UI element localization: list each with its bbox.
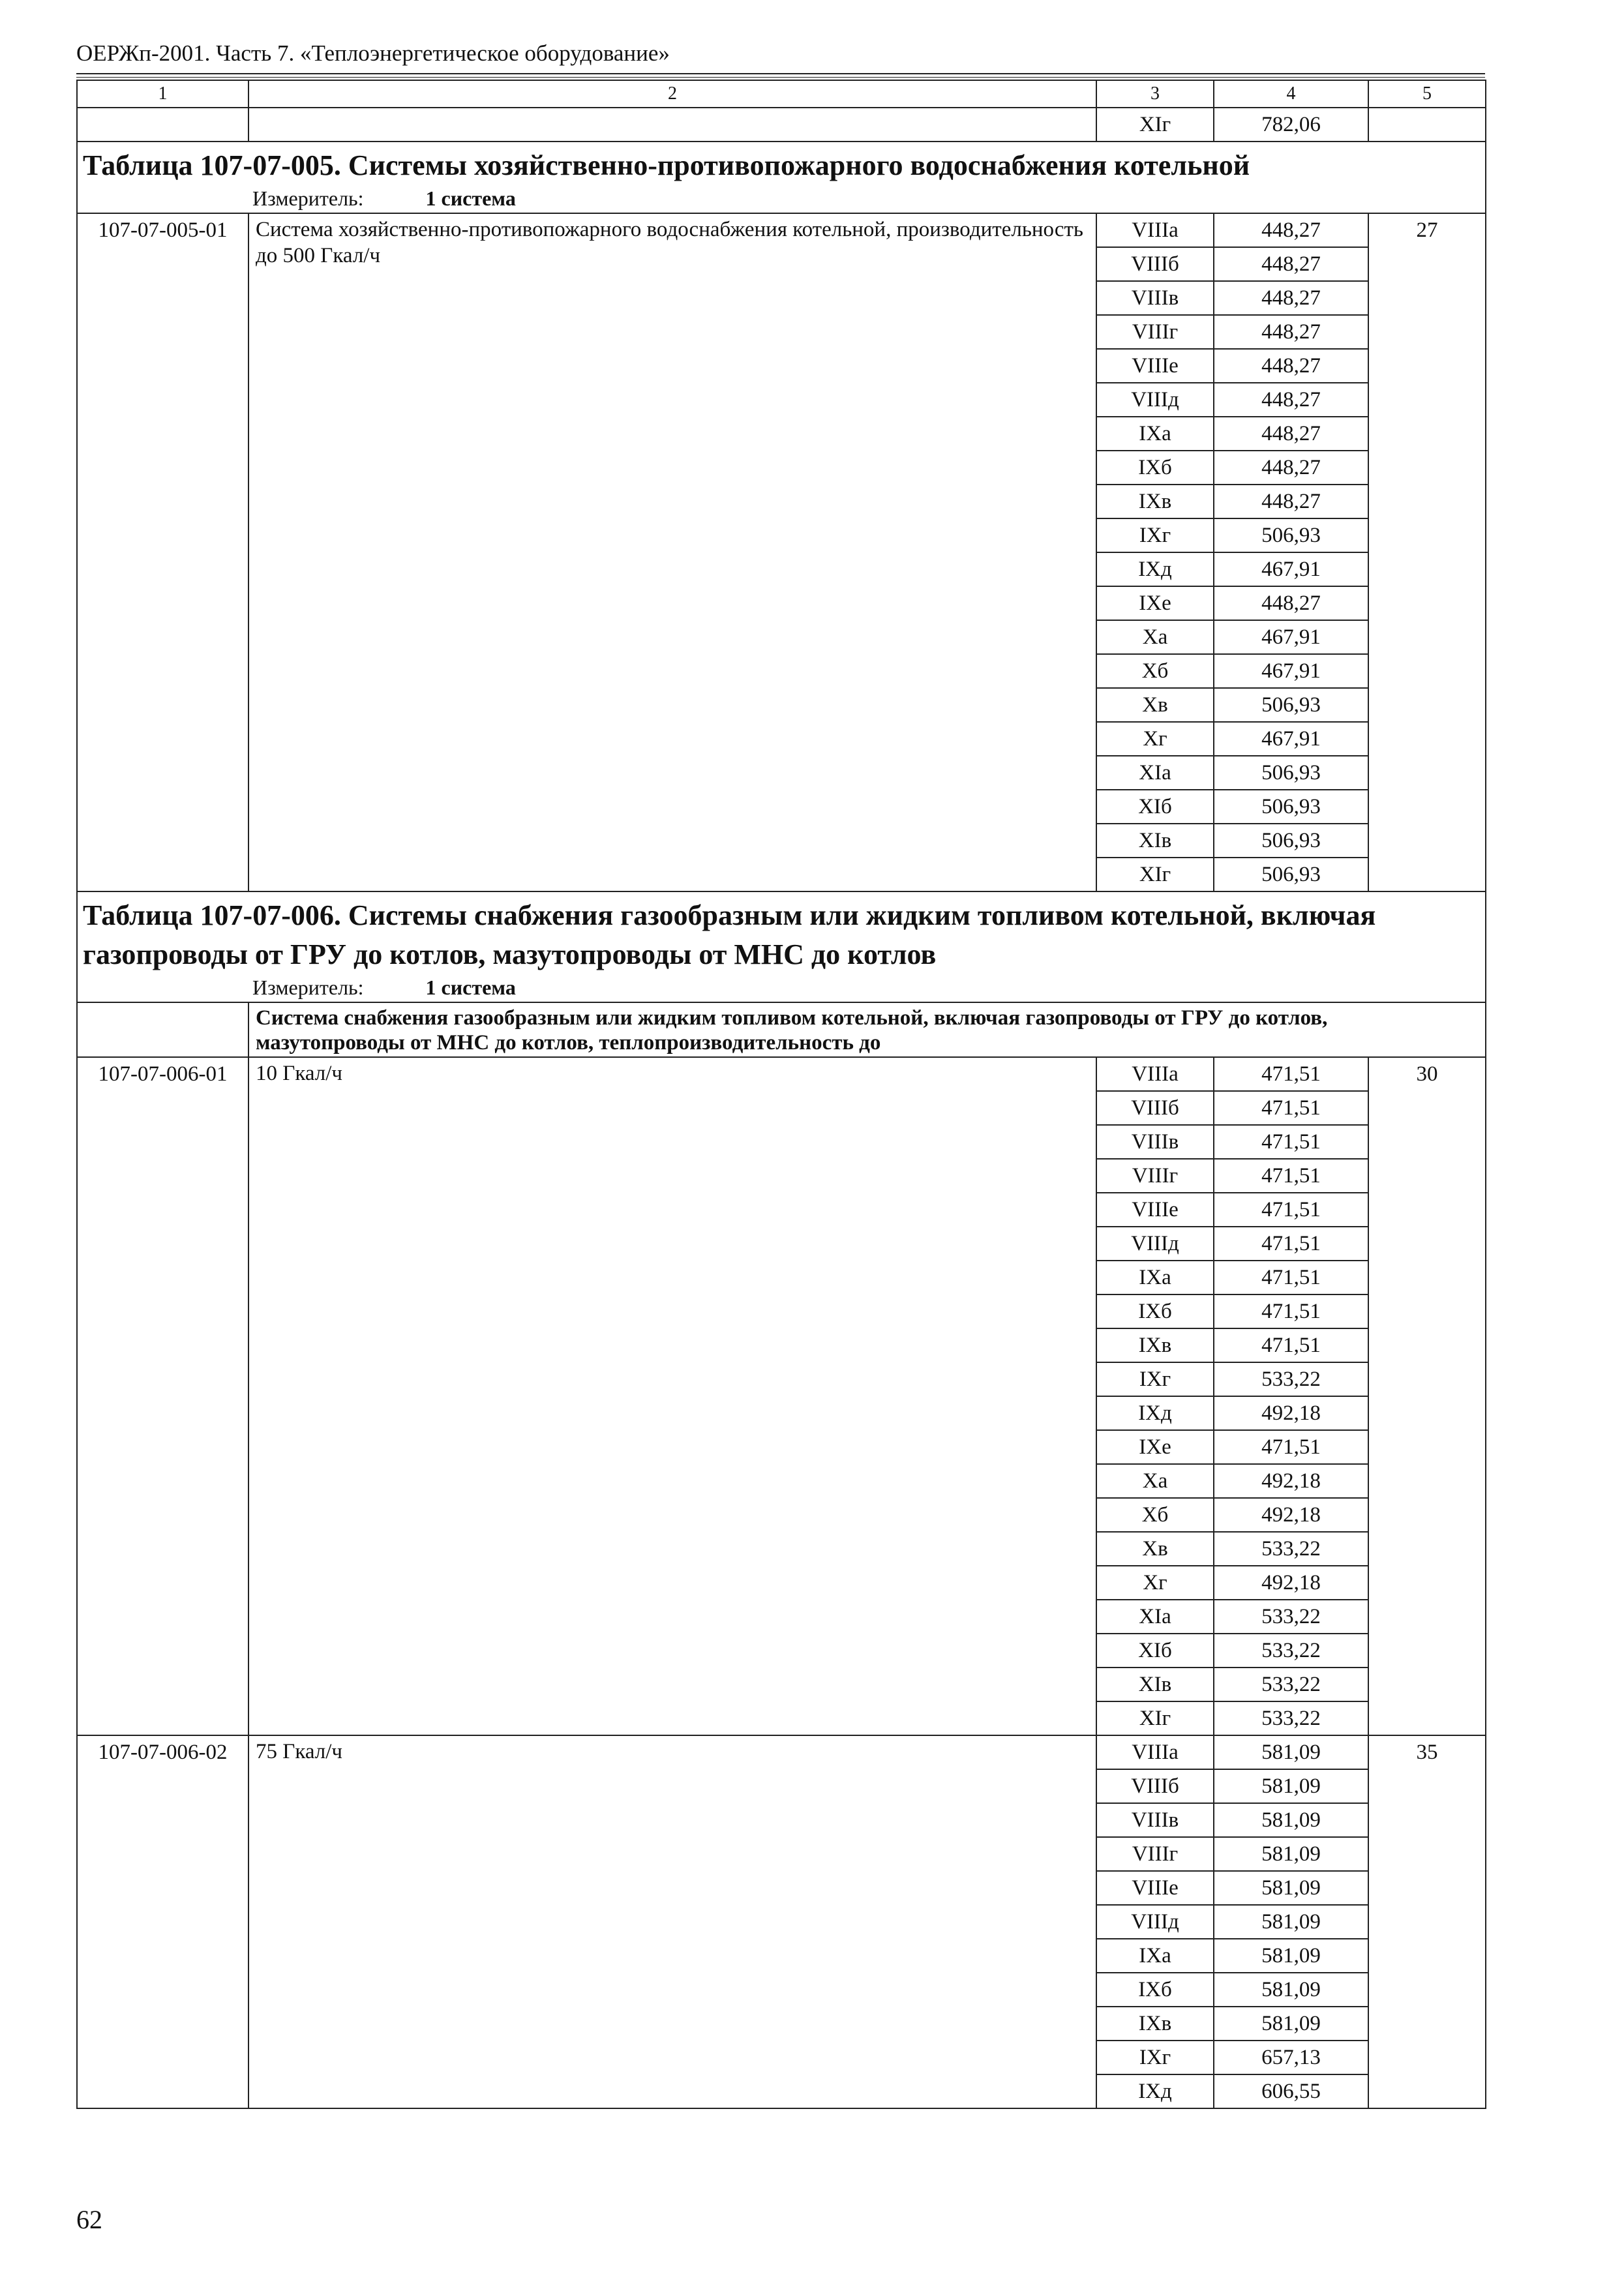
zone-cell: IXб [1096, 1294, 1214, 1328]
zone-cell: IXе [1096, 586, 1214, 620]
value-cell: 471,51 [1214, 1294, 1368, 1328]
zone-cell: XIб [1096, 790, 1214, 824]
zone-cell: VIIIе [1096, 1871, 1214, 1905]
table-005-measure [83, 185, 1479, 213]
value-cell: 467,91 [1214, 722, 1368, 756]
zone-cell: VIIIб [1096, 1769, 1214, 1803]
value-cell: 471,51 [1214, 1227, 1368, 1261]
value-cell: 448,27 [1214, 417, 1368, 451]
value-cell: 448,27 [1214, 281, 1368, 315]
zone-cell: IXг [1096, 2041, 1214, 2074]
zone-cell: VIIIг [1096, 1159, 1214, 1193]
value-cell: 471,51 [1214, 1125, 1368, 1159]
measure-label: Измеритель: [252, 187, 364, 210]
zone-cell: IXд [1096, 1396, 1214, 1430]
value-cell: 471,51 [1214, 1430, 1368, 1464]
zone-cell: VIIIд [1096, 1905, 1214, 1939]
zone-cell: Xв [1096, 1532, 1214, 1566]
code-cell [77, 1002, 248, 1057]
code-cell: 107-07-005-01 [77, 213, 248, 891]
value-cell: 506,93 [1214, 824, 1368, 858]
value-cell: 467,91 [1214, 552, 1368, 586]
zone-cell: IXг [1096, 518, 1214, 552]
value-cell: 581,09 [1214, 1871, 1368, 1905]
zone-cell: VIIIд [1096, 1227, 1214, 1261]
description-cell [248, 108, 1096, 142]
zone-cell: IXв [1096, 2007, 1214, 2041]
measure-label: Измеритель: [252, 976, 364, 999]
zone-cell: XIб [1096, 1634, 1214, 1668]
value-cell: 581,09 [1214, 1973, 1368, 2007]
zone-cell: XIг [1096, 108, 1214, 142]
zone-cell: VIIIб [1096, 1091, 1214, 1125]
zone-cell: Xа [1096, 620, 1214, 654]
value-cell: 533,22 [1214, 1532, 1368, 1566]
zone-cell: VIIIа [1096, 1735, 1214, 1769]
column-number: 1 [77, 80, 248, 108]
zone-cell: VIIIе [1096, 349, 1214, 383]
table-row [77, 1735, 1486, 1769]
value-cell: 471,51 [1214, 1328, 1368, 1362]
zone-cell: IXв [1096, 485, 1214, 518]
value-cell: 533,22 [1214, 1668, 1368, 1701]
header-rule [76, 73, 1485, 74]
zone-cell: IXд [1096, 552, 1214, 586]
value-cell: 448,27 [1214, 586, 1368, 620]
table-005-title-cell [77, 142, 1486, 213]
carry-over-row [77, 108, 1486, 142]
value-cell: 657,13 [1214, 2041, 1368, 2074]
page-number: 62 [76, 2205, 102, 2234]
zone-cell: VIIIв [1096, 281, 1214, 315]
zone-cell: VIIIе [1096, 1193, 1214, 1227]
value-cell: 782,06 [1214, 108, 1368, 142]
table-row [77, 1057, 1486, 1091]
extra-cell: 27 [1368, 213, 1486, 891]
zone-cell: IXа [1096, 1939, 1214, 1973]
zone-cell: IXа [1096, 417, 1214, 451]
value-cell: 492,18 [1214, 1566, 1368, 1600]
table-005-title: Таблица 107-07-005. Системы хозяйственно-противопожарного водоснабжения котельной [83, 149, 1250, 181]
value-cell: 506,93 [1214, 756, 1368, 790]
zone-cell: IXд [1096, 2074, 1214, 2108]
header-rule-thin [76, 77, 1485, 78]
extra-cell [1368, 108, 1486, 142]
table-006-header-row [77, 891, 1486, 1002]
value-cell: 533,22 [1214, 1701, 1368, 1735]
column-number-row [77, 80, 1486, 108]
code-cell: 107-07-006-02 [77, 1735, 248, 2108]
value-cell: 533,22 [1214, 1600, 1368, 1634]
value-cell: 533,22 [1214, 1362, 1368, 1396]
table-006-measure [83, 974, 1479, 1002]
value-cell: 492,18 [1214, 1498, 1368, 1532]
value-cell: 467,91 [1214, 654, 1368, 688]
value-cell: 471,51 [1214, 1193, 1368, 1227]
description-cell: 75 Гкал/ч [248, 1735, 1096, 2108]
value-cell: 581,09 [1214, 1837, 1368, 1871]
column-number: 4 [1214, 80, 1368, 108]
value-cell: 448,27 [1214, 315, 1368, 349]
zone-cell: XIа [1096, 1600, 1214, 1634]
value-cell: 506,93 [1214, 790, 1368, 824]
zone-cell: XIг [1096, 1701, 1214, 1735]
value-cell: 506,93 [1214, 688, 1368, 722]
zone-cell: VIIIг [1096, 1837, 1214, 1871]
description-cell: Система хозяйственно-противопожарного водоснабжения котельной, производительность до 500 Гкал/ч [248, 213, 1096, 891]
zone-cell: Xб [1096, 654, 1214, 688]
zone-cell: VIIIв [1096, 1803, 1214, 1837]
zone-cell: VIIIв [1096, 1125, 1214, 1159]
value-cell: 492,18 [1214, 1464, 1368, 1498]
value-cell: 533,22 [1214, 1634, 1368, 1668]
extra-cell: 30 [1368, 1057, 1486, 1735]
value-cell: 581,09 [1214, 1803, 1368, 1837]
table-005-header-row [77, 142, 1486, 213]
zone-cell: Xг [1096, 722, 1214, 756]
value-cell: 471,51 [1214, 1261, 1368, 1294]
zone-cell: Xб [1096, 1498, 1214, 1532]
zone-cell: VIIIг [1096, 315, 1214, 349]
value-cell: 448,27 [1214, 247, 1368, 281]
rates-table-body [77, 80, 1486, 2108]
zone-cell: IXе [1096, 1430, 1214, 1464]
value-cell: 581,09 [1214, 2007, 1368, 2041]
zone-cell: XIа [1096, 756, 1214, 790]
value-cell: 467,91 [1214, 620, 1368, 654]
value-cell: 448,27 [1214, 485, 1368, 518]
zone-cell: Xв [1096, 688, 1214, 722]
zone-cell: IXг [1096, 1362, 1214, 1396]
table-006-subhead-row [77, 1002, 1486, 1057]
table-006-subhead: Система снабжения газообразным или жидким топливом котельной, включая газопроводы от ГРУ до котлов, мазутопроводы от МНС до котлов, теплопроизводительность до [248, 1002, 1486, 1057]
zone-cell: XIв [1096, 1668, 1214, 1701]
value-cell: 506,93 [1214, 518, 1368, 552]
zone-cell: Xг [1096, 1566, 1214, 1600]
zone-cell: VIIIд [1096, 383, 1214, 417]
value-cell: 448,27 [1214, 213, 1368, 247]
zone-cell: Xа [1096, 1464, 1214, 1498]
value-cell: 471,51 [1214, 1159, 1368, 1193]
column-number: 5 [1368, 80, 1486, 108]
column-number: 2 [248, 80, 1096, 108]
value-cell: 581,09 [1214, 1769, 1368, 1803]
measure-value: 1 система [425, 187, 516, 210]
zone-cell: XIг [1096, 858, 1214, 891]
value-cell: 581,09 [1214, 1905, 1368, 1939]
value-cell: 581,09 [1214, 1735, 1368, 1769]
rates-table [76, 80, 1486, 2109]
zone-cell: IXв [1096, 1328, 1214, 1362]
value-cell: 471,51 [1214, 1057, 1368, 1091]
value-cell: 581,09 [1214, 1939, 1368, 1973]
description-cell: 10 Гкал/ч [248, 1057, 1096, 1735]
running-header: ОЕРЖп-2001. Часть 7. «Теплоэнергетическое оборудование» [76, 40, 670, 66]
table-006-title-cell [77, 891, 1486, 1002]
code-cell [77, 108, 248, 142]
zone-cell: VIIIа [1096, 213, 1214, 247]
table-row [77, 213, 1486, 247]
zone-cell: IXб [1096, 451, 1214, 485]
value-cell: 471,51 [1214, 1091, 1368, 1125]
value-cell: 492,18 [1214, 1396, 1368, 1430]
value-cell: 506,93 [1214, 858, 1368, 891]
value-cell: 606,55 [1214, 2074, 1368, 2108]
value-cell: 448,27 [1214, 451, 1368, 485]
table-006-title: Таблица 107-07-006. Системы снабжения газообразным или жидким топливом котельной, включая газопроводы от ГРУ до котлов, мазутопроводы от МНС до котлов [83, 899, 1376, 970]
zone-cell: IXа [1096, 1261, 1214, 1294]
value-cell: 448,27 [1214, 383, 1368, 417]
extra-cell: 35 [1368, 1735, 1486, 2108]
zone-cell: VIIIа [1096, 1057, 1214, 1091]
column-number: 3 [1096, 80, 1214, 108]
value-cell: 448,27 [1214, 349, 1368, 383]
zone-cell: VIIIб [1096, 247, 1214, 281]
code-cell: 107-07-006-01 [77, 1057, 248, 1735]
zone-cell: IXб [1096, 1973, 1214, 2007]
zone-cell: XIв [1096, 824, 1214, 858]
measure-value: 1 система [425, 976, 516, 999]
